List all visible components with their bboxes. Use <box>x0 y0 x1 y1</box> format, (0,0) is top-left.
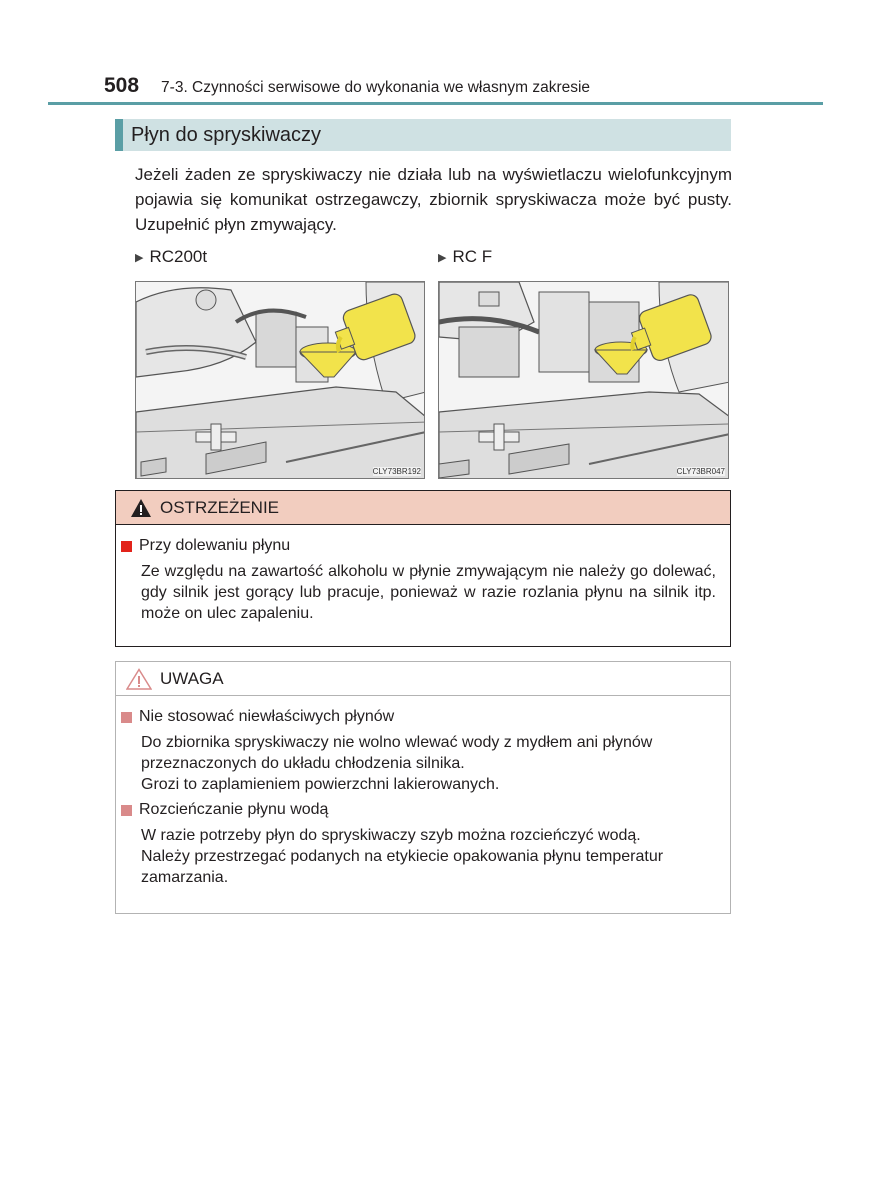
notice-box <box>115 661 731 914</box>
square-bullet-icon <box>121 712 132 723</box>
figure-label-rcf <box>438 247 492 267</box>
page-header <box>104 74 590 102</box>
notice-heading: UWAGA <box>160 668 224 688</box>
figure-code: CLY73BR047 <box>676 467 725 476</box>
page-number: 508 <box>104 74 140 97</box>
section-title: Płyn do spryskiwaczy <box>115 119 731 151</box>
notice-item <box>116 801 730 888</box>
warning-box <box>115 490 731 647</box>
warning-item-text: Ze względu na zawartość alkoholu w płynie zmywającym nie należy go dolewać, gdy silnik jest gorący lub pracuje, ponieważ w razie rozlania płynu na silnik itp. może on ulec zapaleniu. <box>141 563 716 622</box>
caution-triangle-icon <box>126 668 152 690</box>
notice-item-title: Rozcieńczanie płynu wodą <box>139 801 329 818</box>
square-bullet-icon <box>121 805 132 816</box>
intro-paragraph: Jeżeli żaden ze spryskiwaczy nie działa lub na wyświetlaczu wielofunkcyjnym pojawia się komunikat ostrzegawczy, zbiornik spryskiwacza może być pusty. Uzupełnić płyn zmywający. <box>135 165 732 234</box>
triangle-right-icon: ▶ <box>135 251 144 264</box>
notice-item-text: Należy przestrzegać podanych na etykiecie opakowania płynu temperatur zamarzania. <box>141 848 664 886</box>
figure-label-text: RC F <box>452 247 493 266</box>
engine-illustration-rcf <box>438 281 729 479</box>
warning-item <box>116 537 730 624</box>
square-bullet-icon <box>121 541 132 552</box>
header-divider <box>48 102 823 105</box>
figure-code: CLY73BR192 <box>372 467 421 476</box>
notice-item-text: Grozi to zaplamieniem powierzchni lakierowanych. <box>141 776 500 793</box>
warning-item-title: Przy dolewaniu płynu <box>139 537 291 554</box>
chapter-title: 7-3. Czynności serwisowe do wykonania we własnym zakresie <box>161 79 591 96</box>
warning-heading: OSTRZEŻENIE <box>160 497 280 517</box>
warning-header <box>116 491 730 525</box>
notice-item <box>116 708 730 795</box>
notice-item-text: W razie potrzeby płyn do spryskiwaczy szyb można rozcieńczyć wodą. <box>141 827 641 844</box>
engine-illustration-rc200t <box>135 281 425 479</box>
figure-label-text: RC200t <box>149 247 208 266</box>
engine-bay-drawing <box>136 282 425 479</box>
notice-item-title: Nie stosować niewłaściwych płynów <box>139 708 395 725</box>
warning-triangle-icon <box>130 498 152 518</box>
notice-item-text: Do zbiornika spryskiwaczy nie wolno wlewać wody z mydłem ani płynów przeznaczonych do układu chłodzenia silnika. <box>141 734 653 772</box>
triangle-right-icon: ▶ <box>438 251 447 264</box>
figure-label-rc200t <box>135 247 207 267</box>
engine-bay-drawing <box>439 282 729 479</box>
notice-header <box>116 662 730 696</box>
